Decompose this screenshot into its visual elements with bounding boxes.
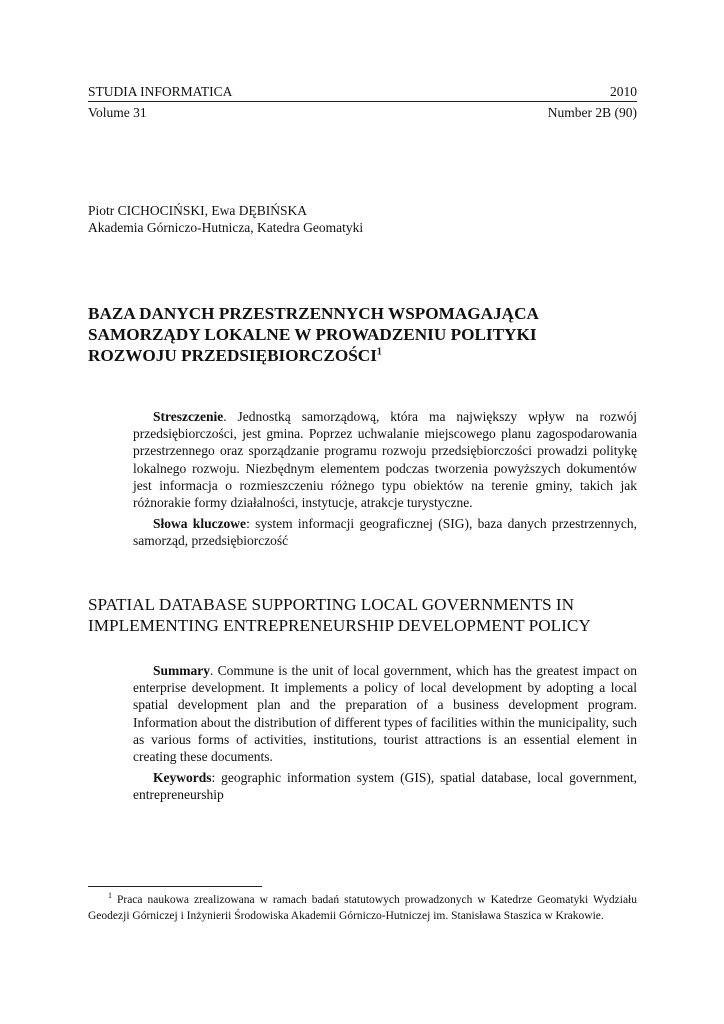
keywords-polish-label: Słowa kluczowe (153, 516, 247, 532)
footnote-body: Praca naukowa zrealizowana w ramach badań statutowych prowadzonych w Katedrze Geomatyki Wydziału Geodezji Górniczej i Inżynierii Środowiska Akademii Górniczo-Hutniczej im. Stanisława Staszica w Krakowie. (88, 894, 637, 922)
journal-name: STUDIA INFORMATICA (88, 84, 233, 99)
keywords-english-body: : geographic information system (GIS), spatial database, local government, entrepreneurship (133, 770, 637, 803)
journal-header-row (88, 83, 637, 101)
title-polish-line-last (88, 345, 648, 366)
title-polish (88, 303, 648, 366)
abstract-polish-label: Streszczenie (153, 409, 224, 424)
abstract-english (133, 662, 637, 804)
footnote-mark: 1 (108, 891, 112, 901)
keywords-english (133, 769, 637, 803)
author-names: Piotr CICHOCIŃSKI, Ewa DĘBIŃSKA (88, 203, 307, 218)
title-english-line: IMPLEMENTING ENTREPRENEURSHIP DEVELOPMENT POLICY (88, 616, 591, 635)
title-polish-line: ROZWOJU PRZEDSIĘBIORCZOŚCI (88, 346, 377, 365)
footnote-reference[interactable]: 1 (376, 346, 382, 358)
journal-volume: Volume 31 (88, 105, 147, 120)
title-english (88, 594, 648, 636)
title-english-line: SPATIAL DATABASE SUPPORTING LOCAL GOVERNMENTS IN (88, 595, 575, 614)
abstract-polish-body: . Jednostką samorządową, która ma największy wpływ na rozwój przedsiębiorczości, jest gmina. Poprzez uchwalanie miejscowego planu zagospodarowania przestrzennego oraz sporządzanie programu rozwoju przedsiębiorczości prowadzi politykę lokalnego rozwoju. Niezbędnym elementem podczas tworzenia powyższych dokumentów jest informacja o rozmieszczeniu różnego typu obiektów na terenie gminy, takich jak różnorakie formy działalności, instytucje, atrakcje turystyczne. (133, 409, 637, 511)
journal-number: Number 2B (90) (547, 105, 637, 120)
keywords-english-label: Keywords (153, 770, 212, 786)
header-rule (88, 101, 637, 102)
abstract-english-text (133, 662, 637, 765)
title-polish-line: SAMORZĄDY LOKALNE W PROWADZENIU POLITYKI (88, 325, 537, 344)
author-block (88, 202, 637, 236)
abstract-polish-text (133, 408, 637, 511)
issue-row (88, 104, 637, 122)
keywords-polish (133, 515, 637, 549)
abstract-english-body: . Commune is the unit of local government, which has the greatest impact on enterprise development. It implements a policy of local development by adopting a local spatial development plan and the preparation of a business development program. Information about the distribution of different types of facilities within the municipality, such as various forms of activities, institutions, tourist attractions is an essential element in creating these documents. (133, 663, 637, 765)
title-polish-line: BAZA DANYCH PRZESTRZENNYCH WSPOMAGAJĄCA (88, 304, 539, 323)
journal-year: 2010 (610, 84, 637, 99)
footnote-rule (88, 886, 262, 887)
keywords-polish-body: : system informacji geograficznej (SIG), baza danych przestrzennych, samorząd, przedsiębiorczość (133, 516, 638, 549)
abstract-polish (133, 408, 637, 550)
abstract-english-label: Summary (153, 663, 210, 678)
footnote (88, 893, 637, 924)
footnote-text (88, 893, 637, 924)
author-affiliation: Akademia Górniczo-Hutnicza, Katedra Geomatyki (88, 220, 364, 235)
